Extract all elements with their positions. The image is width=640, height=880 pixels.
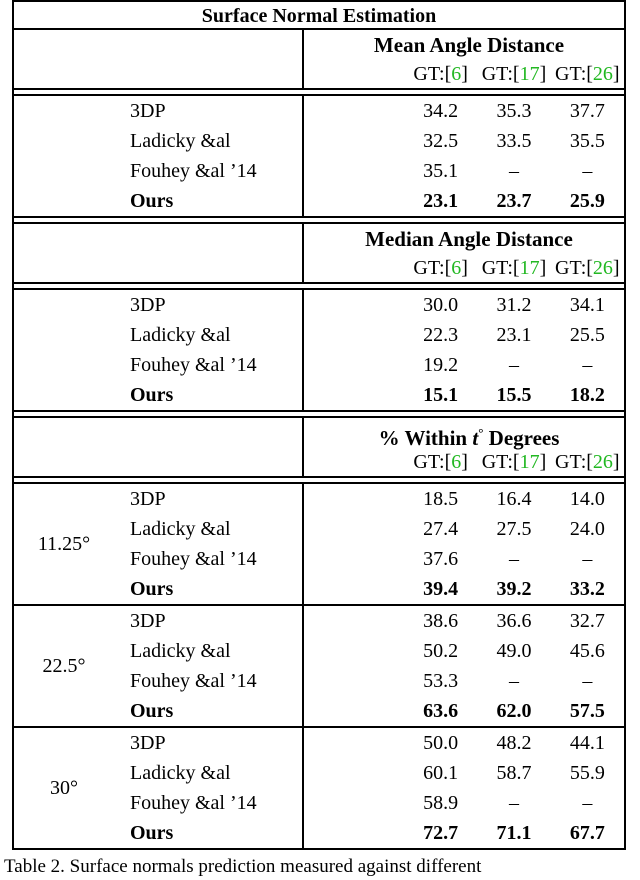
value-cell: 22.3	[423, 324, 459, 346]
method-label: Ladicky &al	[130, 130, 231, 152]
row-spacer	[304, 350, 404, 380]
value-cell: 15.5	[496, 384, 532, 406]
table-row	[304, 514, 624, 544]
method-label: Ours	[130, 384, 174, 406]
value-cell: 23.1	[423, 190, 459, 212]
value-cell: 19.2	[423, 354, 459, 376]
gt-header-row	[304, 254, 624, 282]
table-row	[304, 636, 624, 666]
table-row	[304, 818, 624, 848]
value-cell: –	[582, 548, 593, 570]
value-cell: –	[508, 670, 519, 692]
gt-header-cell: GT:[17]	[481, 451, 547, 473]
gt-spacer	[304, 448, 404, 476]
method-label: Ours	[130, 822, 174, 844]
method-label: Ladicky &al	[130, 762, 231, 784]
row-spacer	[304, 156, 404, 186]
table-row	[304, 96, 624, 126]
value-cell: 71.1	[496, 822, 532, 844]
method-label: Ladicky &al	[130, 640, 231, 662]
value-cell: 55.9	[569, 762, 605, 784]
value-cell: 39.2	[496, 578, 532, 600]
method-label: 3DP	[130, 488, 166, 510]
row-spacer	[304, 380, 404, 410]
method-label: 3DP	[130, 610, 166, 632]
table-title: Surface Normal Estimation	[14, 0, 624, 30]
gt-header-cell: GT:[6]	[413, 451, 468, 473]
gt-spacer	[304, 254, 404, 282]
method-label: 3DP	[130, 294, 166, 316]
gt-header-cell: GT:[17]	[481, 63, 547, 85]
table-row	[304, 788, 624, 818]
value-cell: –	[508, 160, 519, 182]
median-section	[14, 290, 624, 412]
value-cell: 58.9	[423, 792, 459, 814]
gt-ref-link[interactable]: 26	[592, 63, 613, 85]
gt-ref-link[interactable]: 17	[519, 257, 540, 279]
value-cell: 31.2	[496, 294, 532, 316]
value-cell: –	[582, 160, 593, 182]
table-row	[304, 320, 624, 350]
value-cell: 16.4	[496, 488, 532, 510]
value-cell: 50.0	[423, 732, 459, 754]
method-label: Fouhey &al ’14	[130, 160, 257, 182]
value-cell: 35.5	[569, 130, 605, 152]
within-header	[14, 418, 624, 478]
gt-header-cell: GT:[17]	[481, 257, 547, 279]
value-cell: 36.6	[496, 610, 532, 632]
method-label: Ours	[130, 190, 174, 212]
table-row	[304, 186, 624, 216]
method-label: Ladicky &al	[130, 324, 231, 346]
value-cell: 32.7	[569, 610, 605, 632]
results-table	[12, 0, 626, 850]
value-cell: 60.1	[423, 762, 459, 784]
value-cell: 45.6	[569, 640, 605, 662]
gt-spacer	[304, 60, 404, 88]
value-cell: 44.1	[569, 732, 605, 754]
value-cell: 48.2	[496, 732, 532, 754]
value-cell: 35.3	[496, 100, 532, 122]
table-row	[304, 544, 624, 574]
table-row	[304, 484, 624, 514]
value-cell: –	[508, 548, 519, 570]
gt-ref-link[interactable]: 6	[451, 257, 462, 279]
table-row	[304, 606, 624, 636]
row-spacer	[304, 574, 404, 604]
value-cell: 37.6	[423, 548, 459, 570]
value-cell: 34.2	[423, 100, 459, 122]
method-label: 3DP	[130, 732, 166, 754]
mean-section	[14, 96, 624, 218]
table-row	[304, 156, 624, 186]
threshold-label: 30°	[50, 777, 78, 799]
method-label: Ladicky &al	[130, 518, 231, 540]
value-cell: 23.7	[496, 190, 532, 212]
row-spacer	[304, 126, 404, 156]
value-cell: –	[508, 354, 519, 376]
value-cell: 27.4	[423, 518, 459, 540]
table-row	[304, 126, 624, 156]
value-cell: 24.0	[569, 518, 605, 540]
table-row	[304, 574, 624, 604]
value-cell: 62.0	[496, 700, 532, 722]
value-cell: 33.2	[569, 578, 605, 600]
table-row	[304, 758, 624, 788]
value-cell: –	[582, 354, 593, 376]
gt-header-row	[304, 60, 624, 88]
gt-ref-link[interactable]: 6	[451, 63, 462, 85]
row-spacer	[304, 290, 404, 320]
median-header-title: Median Angle Distance	[365, 227, 573, 251]
threshold-label: 22.5°	[42, 655, 86, 677]
gt-header-cell: GT:[26]	[555, 257, 620, 279]
row-spacer	[304, 696, 404, 726]
value-cell: 34.1	[569, 294, 605, 316]
value-cell: 39.4	[423, 578, 459, 600]
method-label: 3DP	[130, 100, 166, 122]
row-spacer	[304, 186, 404, 216]
within-header-var: t	[472, 426, 479, 450]
table-row	[304, 666, 624, 696]
value-cell: 38.6	[423, 610, 459, 632]
value-cell: 27.5	[496, 518, 532, 540]
row-spacer	[304, 818, 404, 848]
table-caption: Table 2. Surface normals prediction measured against different	[4, 856, 482, 877]
row-spacer	[304, 728, 404, 758]
method-label: Fouhey &al ’14	[130, 354, 257, 376]
within-header-prefix: % Within	[378, 426, 468, 450]
within-header-suffix: Degrees	[488, 426, 560, 450]
within-group	[14, 728, 624, 850]
method-label: Fouhey &al ’14	[130, 548, 257, 570]
row-spacer	[304, 666, 404, 696]
value-cell: 25.5	[569, 324, 605, 346]
value-cell: 35.1	[423, 160, 459, 182]
value-cell: –	[508, 792, 519, 814]
value-cell: –	[582, 670, 593, 692]
value-cell: 14.0	[569, 488, 605, 510]
value-cell: 33.5	[496, 130, 532, 152]
value-cell: 37.7	[569, 100, 605, 122]
gt-header-cell: GT:[26]	[555, 63, 620, 85]
row-spacer	[304, 758, 404, 788]
within-group	[14, 606, 624, 728]
mean-header	[14, 30, 624, 90]
within-header-sup: °	[478, 425, 484, 440]
table-row	[304, 350, 624, 380]
value-cell: 53.3	[423, 670, 459, 692]
value-cell: 25.9	[569, 190, 605, 212]
value-cell: 72.7	[423, 822, 459, 844]
gt-ref-link[interactable]: 26	[592, 257, 613, 279]
method-label: Fouhey &al ’14	[130, 792, 257, 814]
gt-ref-link[interactable]: 17	[519, 451, 540, 473]
table-row	[304, 696, 624, 726]
median-header	[14, 224, 624, 284]
row-spacer	[304, 636, 404, 666]
table-row	[304, 728, 624, 758]
value-cell: 15.1	[423, 384, 459, 406]
row-spacer	[304, 320, 404, 350]
row-spacer	[304, 606, 404, 636]
mean-header-title: Mean Angle Distance	[373, 33, 565, 57]
row-spacer	[304, 96, 404, 126]
value-cell: 32.5	[423, 130, 459, 152]
gt-ref-link[interactable]: 17	[519, 63, 540, 85]
gt-header-cell: GT:[6]	[413, 63, 468, 85]
method-label: Fouhey &al ’14	[130, 670, 257, 692]
row-spacer	[304, 484, 404, 514]
table-row	[304, 380, 624, 410]
value-cell: 23.1	[496, 324, 532, 346]
within-header-title	[304, 418, 624, 448]
value-cell: 67.7	[569, 822, 605, 844]
table-row	[304, 290, 624, 320]
method-label: Ours	[130, 578, 174, 600]
row-spacer	[304, 788, 404, 818]
gt-ref-link[interactable]: 6	[451, 451, 462, 473]
gt-header-cell: GT:[26]	[555, 451, 620, 473]
value-cell: 58.7	[496, 762, 532, 784]
value-cell: 18.2	[569, 384, 605, 406]
row-spacer	[304, 544, 404, 574]
value-cell: 57.5	[569, 700, 605, 722]
value-cell: 63.6	[423, 700, 459, 722]
within-group	[14, 484, 624, 606]
method-label: Ours	[130, 700, 174, 722]
gt-ref-link[interactable]: 26	[592, 451, 613, 473]
gt-header-cell: GT:[6]	[413, 257, 468, 279]
value-cell: 18.5	[423, 488, 459, 510]
value-cell: –	[582, 792, 593, 814]
value-cell: 50.2	[423, 640, 459, 662]
row-spacer	[304, 514, 404, 544]
within-groups	[14, 478, 624, 850]
value-cell: 49.0	[496, 640, 532, 662]
gt-header-row	[304, 448, 624, 476]
threshold-label: 11.25°	[37, 533, 91, 555]
value-cell: 30.0	[423, 294, 459, 316]
